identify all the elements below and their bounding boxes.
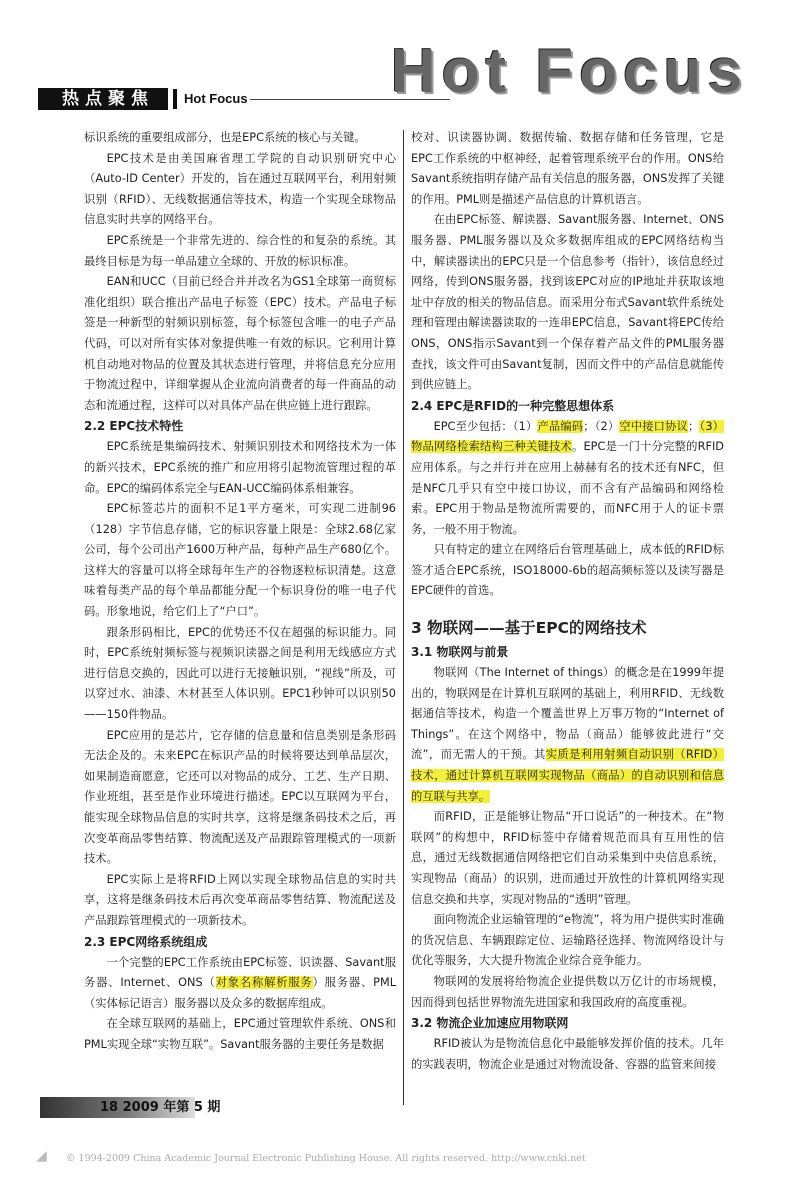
section-heading-2-4: 2.4 EPC是RFID的一种完整思想体系 bbox=[411, 398, 615, 413]
section-heading-2-2: 2.2 EPC技术特性 bbox=[84, 419, 184, 434]
paragraph: 在由EPC标签、解读器、Savant服务器、Internet、ONS服务器、PML服务器以及众多数据库组成的EPC网络结构当中，解读器读出的EPC只是一个信息参考（指针），该信息经过网络，传到ONS服务器，找到该EPC对应的IP地址并获取该地址中存放的相关的物品信息。而采用分布式Savant软件系统处理和管理由解读器读取的一连串EPC信息，Savant将EPC传给ONS，ONS指示Savant到一个保存着产品文件的PML服务器查找，该文件可由Savant复制，因而文件中的产品信息就能传到供应链上。 bbox=[411, 213, 724, 392]
paragraph: 而RFID，正是能够让物品“开口说话”的一种技术。在“物联网”的构想中，RFID标签中存储着规范而具有互用性的信息，通过无线数据通信网络把它们自动采集到中央信息系统，实现物品（商品）的识别，进而通过开放性的计算机网络实现信息交换和共享，实现对物品的“透明”管理。 bbox=[411, 810, 724, 906]
paragraph: 只有特定的建立在网络后台管理基础上，成本低的RFID标签才适合EPC系统，ISO18000-6b的超高频标签以及读写器是EPC硬件的首选。 bbox=[411, 543, 724, 598]
text-run: 。EPC是一门十分完整的RFID应用体系。与之并行并在应用上赫赫有名的技术还有NFC，但是NFC几乎只有空中接口协议，而不含有产品编码和网络检索。EPC用于物品是物流所需要的，而NFC用于人的证卡票务，一般不用于物流。 bbox=[411, 440, 724, 536]
highlighted-text: 实质是利用射频自动识别（RFID）技术，通过计算机互联网实现物品（商品）的自动识别和信息的互联与共享。 bbox=[411, 748, 724, 803]
section-heading-2-3: 2.3 EPC网络系统组成 bbox=[84, 934, 208, 949]
section-label-en: Hot Focus bbox=[184, 91, 248, 106]
section-heading-3-2: 3.2 物流企业加速应用物联网 bbox=[411, 1016, 569, 1031]
page-header bbox=[0, 0, 806, 120]
paragraph: EAN和UCC（目前已经合并并改名为GS1全球第一商贸标准化组织）联合推出产品电子标签（EPC）技术。产品电子标签是一种新型的射频识别标签，每个标签包含唯一的电子产品代码，可以对所有实体对象提供唯一有效的标识。它利用计算机自动地对物品的位置及其状态进行管理，并将信息充分应用于物流过程中，详细掌握从企业流向消费者的每一件商品的动态和流通过程，这样可以对具体产品在供应链上进行跟踪。 bbox=[84, 275, 396, 412]
section-big-title: Hot Focus bbox=[390, 37, 748, 106]
paragraph bbox=[411, 417, 724, 541]
paragraph: 校对、识读器协调、数据传输、数据存储和任务管理，它是EPC工作系统的中枢神经，起着管理系统平台的作用。ONS给Savant系统指明存储产品有关信息的服务器，ONS发挥了关键的作用。PML则是描述产品信息的计算机语言。 bbox=[411, 131, 724, 206]
paragraph: EPC应用的是芯片，它存储的信息量和信息类别是条形码无法企及的。未来EPC在标识产品的时候将要达到单品层次，如果制造商愿意，它还可以对物品的成分、工艺、生产日期、作业班组，甚至是作业环境进行描述。EPC以互联网为平台，能实现全球物品信息的实时共享，这将是继条码技术之后，再次变革商品零售结算、物流配送及产品跟踪管理模式的一项新技术。 bbox=[84, 728, 396, 866]
text-run: 一个完整的EPC工作系统由EPC标签、识读器、Savant服务器、Internet、ONS（ bbox=[84, 955, 396, 990]
section-label-cn: 热点聚焦 bbox=[62, 89, 154, 109]
paragraph: 面向物流企业运输管理的“e物流”，将为用户提供实时准确的货况信息、车辆跟踪定位、运输路径选择、物流网络设计与优化等服务，大大提升物流企业综合竞争能力。 bbox=[411, 913, 724, 968]
cnki-logo-icon: ◢ bbox=[36, 1148, 47, 1164]
section-heading-3: 3 物联网——基于EPC的网络技术 bbox=[411, 619, 647, 638]
section-separator bbox=[173, 89, 177, 109]
paragraph: EPC系统是集编码技术、射频识别技术和网络技术为一体的新兴技术，EPC系统的推广和应用将引起物流管理过程的革命。EPC的编码体系完全与EAN-UCC编码体系相兼容。 bbox=[84, 440, 396, 495]
text-run: 物联网（The Internet of things）的概念是在1999年提出的，物联网是在计算机互联网的基础上，利用RFID、无线数据通信等技术，构造一个覆盖世界上万事万物的“Internet of Things”。在这个网络中，物品（商品）能够彼此进行“交流”，而无需人的干预。其 bbox=[411, 666, 724, 762]
text-run: ；（2） bbox=[583, 419, 620, 433]
paragraph: 标识系统的重要组成部分，也是EPC系统的核心与关键。 bbox=[84, 131, 366, 144]
highlighted-text: 空中接口协议 bbox=[619, 419, 689, 433]
paragraph: RFID被认为是物流信息化中最能够发挥价值的技术。几年的实践表明，物流企业是通过对物流设备、容器的监管来间接 bbox=[411, 1037, 724, 1071]
highlighted-text: （3）物品网络检索结构三种关键技术 bbox=[411, 419, 724, 454]
paragraph: 跟条形码相比，EPC的优势还不仅在超强的标识能力。同时，EPC系统射频标签与视频识读器之间是利用无线感应方式进行信息交换的，因此可以进行无接触识别，“视线”所及，可以穿过水、油漆、木材甚至人体识别。EPC1秒钟可以识别50——150件物品。 bbox=[84, 625, 396, 722]
paragraph: EPC技术是由美国麻省理工学院的自动识别研究中心（Auto-ID Center）开发的，旨在通过互联网平台，利用射频识别（RFID）、无线数据通信等技术，构造一个实现全球物品信息实时共享的网络平台。 bbox=[84, 151, 396, 227]
highlighted-text: 产品编码 bbox=[537, 419, 584, 433]
paragraph: EPC系统是一个非常先进的、综合性的和复杂的系统。其最终目标是为每一单品建立全球的、开放的标识标准。 bbox=[84, 233, 396, 268]
paragraph bbox=[411, 663, 724, 807]
copyright-notice: © 1994-2009 China Academic Journal Electronic Publishing House. All rights reserved. http://www.cnki.net bbox=[66, 1153, 586, 1164]
paragraph bbox=[84, 953, 396, 1015]
paragraph: EPC实际上是将RFID上网以实现全球物品信息的实时共享，这将是继条码技术后再次变革商品零售结算、物流配送及产品跟踪管理模式的一项新技术。 bbox=[84, 872, 396, 927]
text-run: ； bbox=[688, 419, 700, 433]
paragraph: EPC标签芯片的面积不足1平方毫米，可实现二进制96（128）字节信息存储，它的标识容量上限是：全球2.68亿家公司，每个公司出产1600万种产品，每种产品生产680亿个。这样大的容量可以将全球每年生产的谷物逐粒标识清楚。这意味着每类产品的每个单品都能分配一个标识身份的唯一电子代码。形象地说，给它们上了“户口”。 bbox=[84, 502, 396, 619]
left-column bbox=[84, 128, 396, 1056]
text-run: ）服务器、PML（实体标记语言）服务器以及众多的数据库组成。 bbox=[84, 976, 397, 1010]
page-number-issue: 18 2009 年第 5 期 bbox=[100, 1100, 221, 1115]
paragraph: 在全球互联网的基础上，EPC通过管理软件系统、ONS和PML实现全球“实物互联”。Savant服务器的主要任务是数据 bbox=[84, 1017, 396, 1051]
highlighted-text: 对象名称解析服务 bbox=[215, 976, 313, 990]
text-run: EPC至少包括：（1） bbox=[433, 419, 538, 433]
paragraph: 物联网的发展将给物流企业提供数以万亿计的市场规模，因而得到包括世界物流先进国家和我国政府的高度重视。 bbox=[411, 974, 724, 1009]
section-heading-3-1: 3.1 物联网与前景 bbox=[411, 645, 509, 660]
right-column bbox=[411, 128, 724, 1075]
column-divider bbox=[403, 130, 404, 1105]
